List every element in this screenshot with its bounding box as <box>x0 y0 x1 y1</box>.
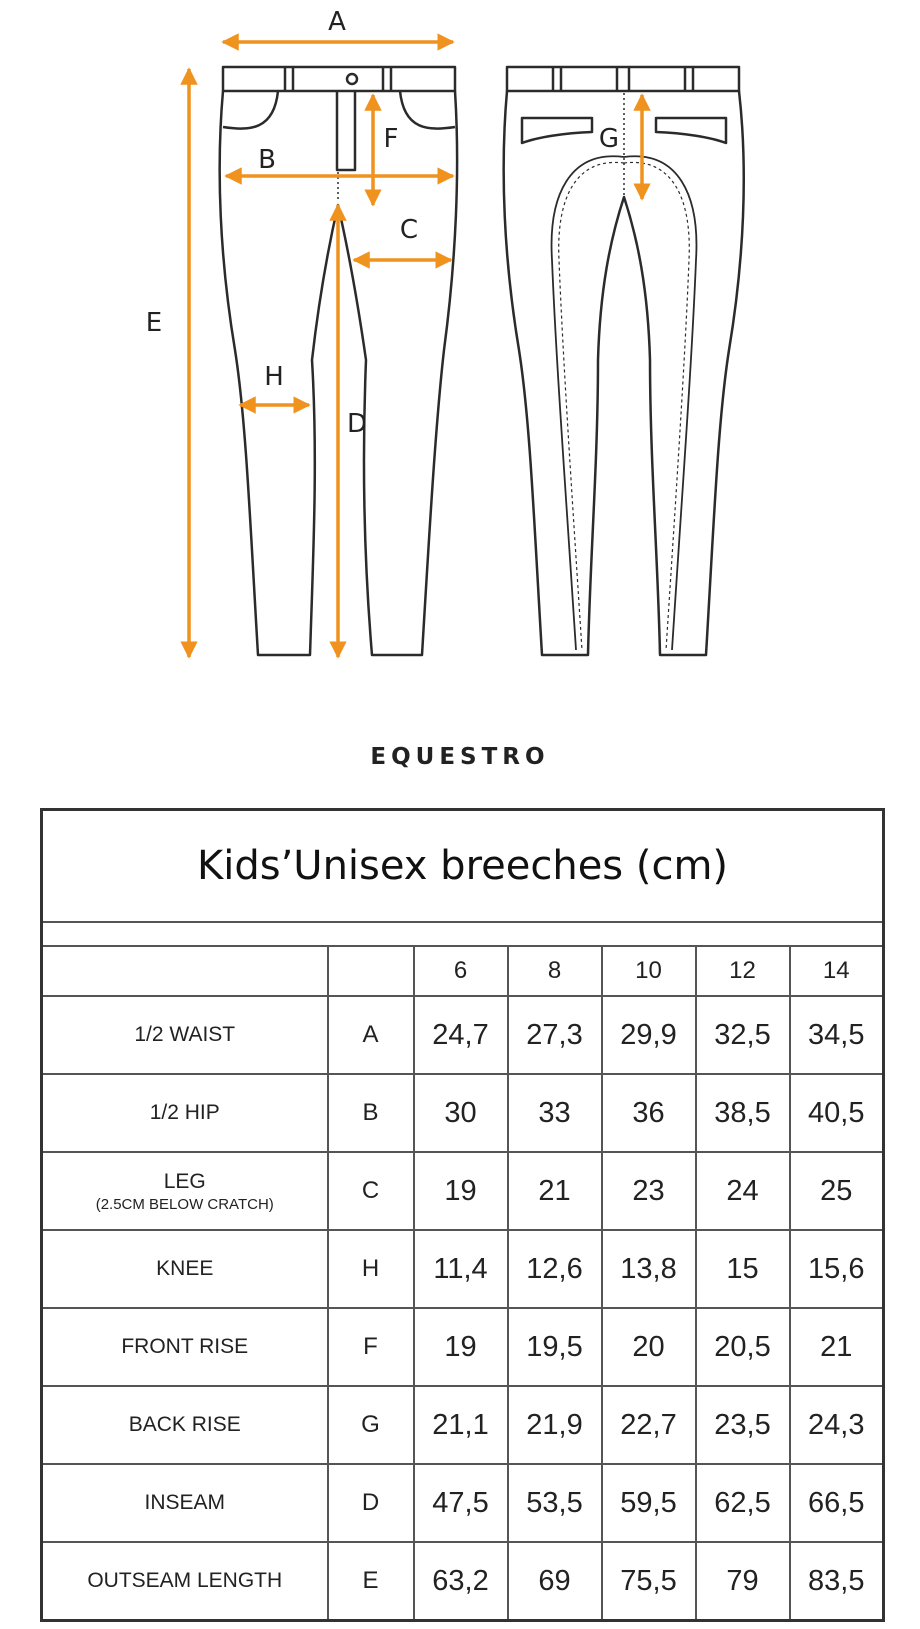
measurement-value: 83,5 <box>790 1542 884 1621</box>
measurement-value: 79 <box>696 1542 790 1621</box>
measurement-value: 19,5 <box>508 1308 602 1386</box>
measurement-value: 19 <box>414 1152 508 1230</box>
measurement-value: 34,5 <box>790 996 884 1074</box>
measurement-value: 29,9 <box>602 996 696 1074</box>
measurement-label: FRONT RISE <box>42 1308 328 1386</box>
measurement-value: 15,6 <box>790 1230 884 1308</box>
table-row <box>42 1308 884 1386</box>
measurement-code: B <box>328 1074 414 1152</box>
measurement-value: 21,1 <box>414 1386 508 1464</box>
measurement-label: LEG (2.5CM BELOW CRATCH) <box>42 1152 328 1230</box>
measurement-value: 21 <box>790 1308 884 1386</box>
measurement-value: 12,6 <box>508 1230 602 1308</box>
measurement-code: E <box>328 1542 414 1621</box>
measurement-value: 24 <box>696 1152 790 1230</box>
measurement-value: 62,5 <box>696 1464 790 1542</box>
measurement-code: D <box>328 1464 414 1542</box>
table-row <box>42 1074 884 1152</box>
table-row <box>42 1542 884 1621</box>
table-row <box>42 996 884 1074</box>
measurement-label: BACK RISE <box>42 1386 328 1464</box>
measurement-value: 75,5 <box>602 1542 696 1621</box>
measurement-value: 23 <box>602 1152 696 1230</box>
breeches-measurement-diagram <box>0 0 920 700</box>
measurement-value: 40,5 <box>790 1074 884 1152</box>
label-f: F <box>383 124 399 154</box>
measurement-value: 15 <box>696 1230 790 1308</box>
size-header: 8 <box>508 946 602 996</box>
back-view-breeches <box>504 67 744 655</box>
measurement-value: 53,5 <box>508 1464 602 1542</box>
measurement-value: 19 <box>414 1308 508 1386</box>
measurement-label: KNEE <box>42 1230 328 1308</box>
measurement-value: 23,5 <box>696 1386 790 1464</box>
label-h: H <box>264 362 284 392</box>
header-empty <box>42 946 328 996</box>
label-b: B <box>258 145 276 175</box>
measurement-value: 63,2 <box>414 1542 508 1621</box>
measurement-value: 30 <box>414 1074 508 1152</box>
size-header: 6 <box>414 946 508 996</box>
measurement-value: 32,5 <box>696 996 790 1074</box>
measurement-label: 1/2 WAIST <box>42 996 328 1074</box>
table-row <box>42 1386 884 1464</box>
label-e: E <box>145 308 163 338</box>
measurement-value: 33 <box>508 1074 602 1152</box>
table-row <box>42 1152 884 1230</box>
measurement-value: 20 <box>602 1308 696 1386</box>
measurement-value: 27,3 <box>508 996 602 1074</box>
label-c: C <box>399 215 419 245</box>
size-header: 14 <box>790 946 884 996</box>
measurement-value: 11,4 <box>414 1230 508 1308</box>
table-title: Kids’Unisex breeches (cm) <box>42 810 884 923</box>
size-header-row <box>42 946 884 996</box>
measurement-value: 69 <box>508 1542 602 1621</box>
header-empty <box>328 946 414 996</box>
measurement-value: 22,7 <box>602 1386 696 1464</box>
measurement-value: 66,5 <box>790 1464 884 1542</box>
label-d: D <box>346 409 368 439</box>
measurement-value: 20,5 <box>696 1308 790 1386</box>
measurement-value: 21 <box>508 1152 602 1230</box>
size-header: 10 <box>602 946 696 996</box>
measurement-code: H <box>328 1230 414 1308</box>
measurement-value: 36 <box>602 1074 696 1152</box>
measurement-label: 1/2 HIP <box>42 1074 328 1152</box>
measurement-value: 13,8 <box>602 1230 696 1308</box>
measurement-value: 25 <box>790 1152 884 1230</box>
label-g: G <box>598 124 620 154</box>
measurement-value: 24,7 <box>414 996 508 1074</box>
measurement-value: 59,5 <box>602 1464 696 1542</box>
measurement-code: G <box>328 1386 414 1464</box>
measurement-code: C <box>328 1152 414 1230</box>
measurement-label: OUTSEAM LENGTH <box>42 1542 328 1621</box>
measurement-label: INSEAM <box>42 1464 328 1542</box>
size-header: 12 <box>696 946 790 996</box>
measurement-code: A <box>328 996 414 1074</box>
measurement-value: 21,9 <box>508 1386 602 1464</box>
spacer-row <box>42 922 884 946</box>
measurement-value: 24,3 <box>790 1386 884 1464</box>
size-chart-table <box>40 808 885 1622</box>
table-row <box>42 1230 884 1308</box>
measurement-value: 38,5 <box>696 1074 790 1152</box>
label-a: A <box>328 7 346 37</box>
measurement-value: 47,5 <box>414 1464 508 1542</box>
measurement-sublabel: (2.5CM BELOW CRATCH) <box>95 1195 274 1213</box>
brand-logo: EQUESTRO <box>370 744 550 770</box>
measurement-code: F <box>328 1308 414 1386</box>
table-row <box>42 1464 884 1542</box>
